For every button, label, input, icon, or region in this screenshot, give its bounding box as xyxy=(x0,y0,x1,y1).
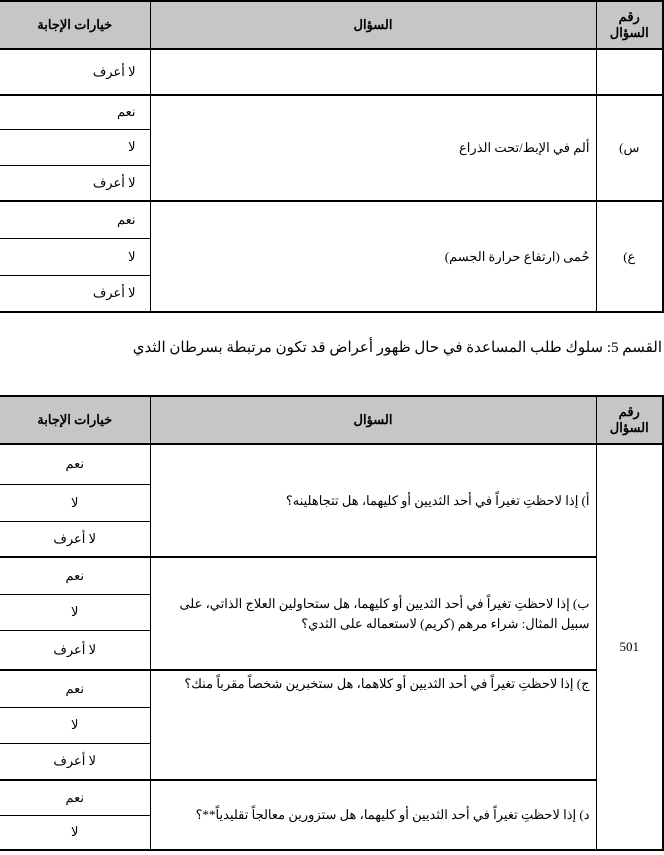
answer-row xyxy=(0,670,663,707)
question-number-cell: س) xyxy=(596,95,663,201)
question-cell: د) إذا لاحظتِ تغيراً في أحد الثديين أو كليهما، هل ستزورين معالجاً تقليدياً**؟ xyxy=(150,780,596,850)
answer-row xyxy=(0,95,663,129)
answer-option-cell: لا أعرف xyxy=(0,630,150,670)
question-cell-empty xyxy=(150,49,596,95)
question-number-cell: ع) xyxy=(596,201,663,312)
question-cell: ج) إذا لاحظتِ تغيراً في أحد الثديين أو كلاهما، هل ستخبرين شخصاً مقرباً منك؟ xyxy=(150,670,596,780)
answer-row xyxy=(0,49,663,95)
answer-option-cell: لا xyxy=(0,594,150,630)
answer-option-cell: نعم xyxy=(0,201,150,238)
answer-option-cell: نعم xyxy=(0,444,150,484)
answer-option-cell: نعم xyxy=(0,670,150,707)
answer-row xyxy=(0,557,663,594)
section-title: القسم 5: سلوك طلب المساعدة في حال ظهور أعراض قد تكون مرتبطة بسرطان الثدي xyxy=(132,340,662,356)
answer-row xyxy=(0,780,663,815)
answer-row xyxy=(0,201,663,238)
table-header-row xyxy=(0,1,663,49)
answer-option-cell: لا أعرف xyxy=(0,521,150,557)
symptoms-table xyxy=(0,0,664,313)
answer-option-cell: لا xyxy=(0,129,150,165)
answer-option-cell: لا أعرف xyxy=(0,743,150,780)
question-number-cell: 501 xyxy=(596,444,663,850)
header-answer-options: خيارات الإجابة xyxy=(0,396,150,444)
question-cell: ألم في الإبط/تحت الذراع xyxy=(150,95,596,201)
question-cell: أ) إذا لاحظتِ تغيراً في أحد الثديين أو كليهما، هل تتجاهلينه؟ xyxy=(150,444,596,557)
header-question: السؤال xyxy=(150,396,596,444)
question-number-cell-empty xyxy=(596,49,663,95)
header-answer-options: خيارات الإجابة xyxy=(0,1,150,49)
answer-option-cell: لا xyxy=(0,707,150,743)
question-cell: حُمى (ارتفاع حرارة الجسم) xyxy=(150,201,596,312)
answer-option-cell: لا xyxy=(0,815,150,850)
answer-option-cell: لا أعرف xyxy=(0,49,150,95)
header-question: السؤال xyxy=(150,1,596,49)
answer-option-cell: لا xyxy=(0,484,150,521)
question-cell: ب) إذا لاحظتِ تغيراً في أحد الثديين أو كليهما، هل ستحاولين العلاج الذاتي، على سبيل المثال: شراء مرهم (كريم) لاستعماله على الثدي؟ xyxy=(150,557,596,670)
answer-option-cell: لا xyxy=(0,238,150,275)
header-question-number: رقم السؤال xyxy=(596,1,663,49)
header-question-number: رقم السؤال xyxy=(596,396,663,444)
answer-option-cell: لا أعرف xyxy=(0,165,150,201)
answer-option-cell: لا أعرف xyxy=(0,275,150,312)
answer-option-cell: نعم xyxy=(0,95,150,129)
answer-option-cell: نعم xyxy=(0,780,150,815)
answer-row xyxy=(0,444,663,484)
table-header-row xyxy=(0,396,663,444)
answer-option-cell: نعم xyxy=(0,557,150,594)
help-seeking-table xyxy=(0,395,664,851)
